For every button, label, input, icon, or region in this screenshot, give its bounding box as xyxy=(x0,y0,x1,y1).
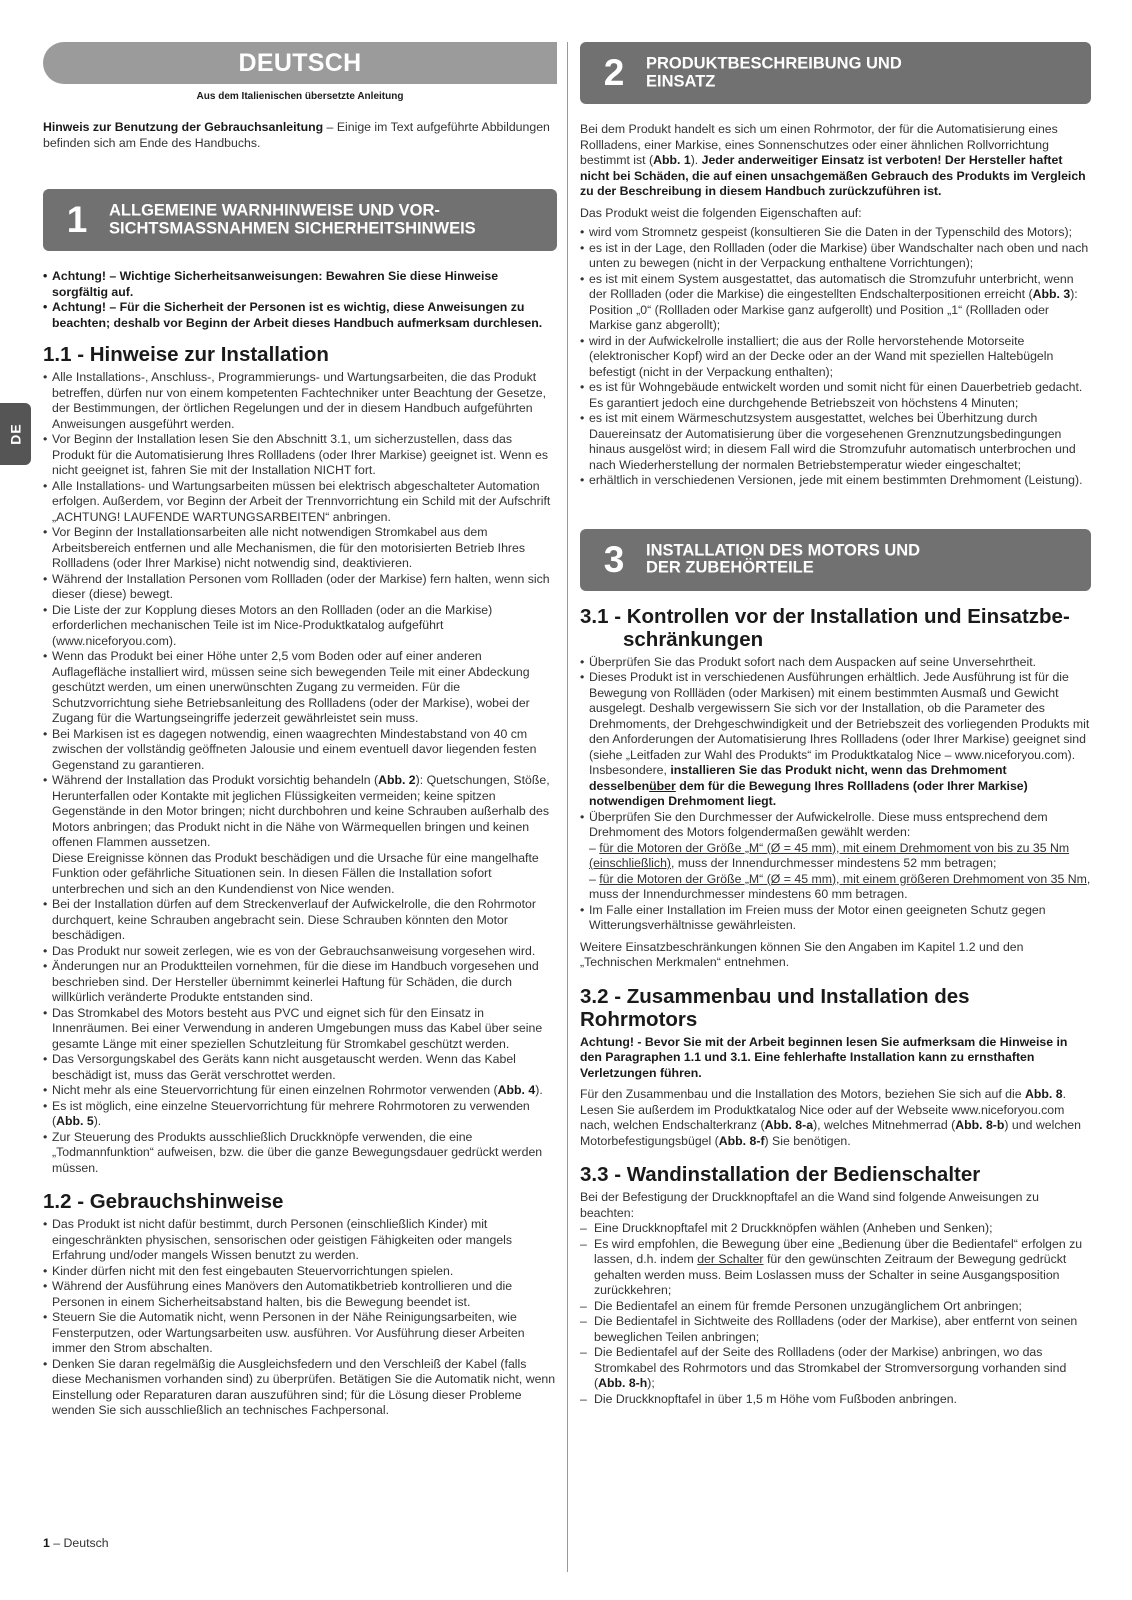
list-item: • Änderungen nur an Produktteilen vornehmen, für die diese im Handbuch vorgesehen und beschrieben sind. Der Hersteller übernimmt keinerlei Haftung für Schäden, die durch willkürlich veränderte Produkte entstanden sind. xyxy=(43,959,557,1006)
list-item: • Zur Steuerung des Produkts ausschließlich Druckknöpfe verwenden, die eine „Todmannfunktion“ aufweisen, bzw. die über die ganze Bewegungsdauer gedrückt werden müssen. xyxy=(43,1130,557,1177)
usage-note: Hinweis zur Benutzung der Gebrauchsanleitung – Einige im Text aufgeführte Abbildungen befinden sich am Ende des Handbuchs. xyxy=(43,120,550,150)
section-title: ALLGEMEINE WARNHINWEISE UND VOR- SICHTSMASSNAHMEN SICHERHEITSHINWEIS xyxy=(109,201,476,237)
list-item: • erhältlich in verschiedenen Versionen, jede mit einem bestimmten Drehmoment (Leistung). xyxy=(580,473,1091,489)
list-item: – Die Bedientafel an einem für fremde Personen unzugänglichem Ort anbringen; xyxy=(580,1299,1091,1315)
heading-3-3: 3.3 - Wandinstallation der Bedienschalter xyxy=(580,1163,981,1186)
pre-install-checks xyxy=(580,655,1091,934)
safety-warnings xyxy=(43,269,557,331)
section-2-header xyxy=(580,42,1091,104)
heading-1-2: 1.2 - Gebrauchshinweise xyxy=(43,1190,284,1213)
list-item: • es ist mit einem System ausgestattet, das automatisch die Stromzufuhr unterbricht, wenn der Rollladen (oder die Markise) die eingestellten Endschalterpositionen erreicht (Abb. 3): Position „0“ (Rollladen oder Markise ganz aufgerollt) und Position „1“ (Rollladen oder Markise ganz abgerollt); xyxy=(580,272,1091,334)
list-item: • Bei der Installation dürfen auf dem Streckenverlauf der Aufwickelrolle, die den Rohrmotor durchquert, keine Schrauben angebracht sein. Diese Schrauben könnten den Motor beschädigen. xyxy=(43,897,557,944)
features-intro: Das Produkt weist die folgenden Eigenschaften auf: xyxy=(580,205,862,220)
section-number: 2 xyxy=(603,52,625,93)
section-3-header xyxy=(580,529,1091,591)
product-description: Bei dem Produkt handelt es sich um einen Rohrmotor, der für die Automatisierung eines Rollladens, einer Markise, eines Sonnenschutzes oder einer ähnlichen Rollvorrichtung bestimmt ist (Abb. 1). Jeder anderweitiger Einsatz ist verboten! Der Hersteller haftet nicht bei Schäden, die auf einen unsachgemäßen Gebrauch des Produkts im Vergleich zu der Beschreibung in diesem Handbuch zurückzuführen ist. xyxy=(580,122,1086,198)
list-item: • Nicht mehr als eine Steuervorrichtung für einen einzelnen Rohrmotor verwenden (Abb. 4). xyxy=(43,1083,557,1099)
list-item: – Die Bedientafel in Sichtweite des Rollladens (oder der Markise), aber entfernt von seinen beweglichen Teilen anbringen; xyxy=(580,1314,1091,1345)
list-item: • Überprüfen Sie den Durchmesser der Aufwickelrolle. Diese muss entsprechend dem Drehmoment des Motors folgendermaßen gewählt werden: – für die Motoren der Größe „M“ (Ø = 45 mm), mit einem Drehmoment von bis zu 35 Nm (einschließlich), muss der Innendurchmesser mindestens 52 mm betragen; – für die Motoren der Größe „M“ (Ø = 45 mm), mit einem größeren Drehmoment von 35 Nm, muss der Innendurchmesser mindestens 60 mm betragen. xyxy=(580,810,1091,903)
language-tab: DE xyxy=(0,403,31,465)
list-item: • Bei Markisen ist es dagegen notwendig, einen waagrechten Mindestabstand von 40 cm zwischen der vollständig geöffneten Jalousie und einem eventuell davor liegenden festen Gegenstand zu garantieren. xyxy=(43,727,557,774)
list-item: • Dieses Produkt ist in verschiedenen Ausführungen erhältlich. Jede Ausführung ist für die Bewegung von Rollläden (oder Markisen) mit einem bestimmten Ausmaß und Gewicht ausgelegt. Deshalb vergewissern Sie sich vor der Installation, ob die Parameter des Drehmoments, der Drehgeschwindigkeit und der Betriebszeit des vorliegenden Produkts mit den Anforderungen der Automatisierung Ihres Rollladens (oder Ihrer Markise) geeignet sind (siehe „Leitfaden zur Wahl des Produkts“ im Produktkatalog Nice – www.niceforyou.com). Insbesondere, installieren Sie das Produkt nicht, wenn das Drehmoment desselbenüber dem für die Bewegung Ihres Rollladens (oder Ihrer Markise) notwendigen Drehmoment liegt. xyxy=(580,670,1091,810)
list-item: • Das Versorgungskabel des Geräts kann nicht ausgetauscht werden. Wenn das Kabel beschädigt ist, muss das Gerät verschrottet werden. xyxy=(43,1052,557,1083)
section-title: INSTALLATION DES MOTORS UND DER ZUBEHÖRTEILE xyxy=(646,541,921,577)
language-banner: DEUTSCH xyxy=(43,42,557,84)
list-item: • Kinder dürfen nicht mit den fest eingebauten Steuervorrichtungen spielen. xyxy=(43,1264,557,1280)
list-item: • Überprüfen Sie das Produkt sofort nach dem Auspacken auf seine Unversehrtheit. xyxy=(580,655,1091,671)
features-list xyxy=(580,225,1091,489)
list-item: • Achtung! – Wichtige Sicherheitsanweisungen: Bewahren Sie diese Hinweise sorgfältig auf. xyxy=(43,269,557,300)
assembly-warning: Achtung! - Bevor Sie mit der Arbeit beginnen lesen Sie aufmerksam die Hinweise in den Paragraphen 1.1 und 3.1. Eine fehlerhafte Installation kann zu ernsthaften Verletzungen führen. xyxy=(580,1034,1068,1080)
wall-install-intro: Bei der Befestigung der Druckknopftafel an die Wand sind folgende Anweisungen zu beachten: xyxy=(580,1190,1039,1220)
heading-3-2: 3.2 - Zusammenbau und Installation des Rohrmotors xyxy=(580,984,970,1031)
section-1-header xyxy=(43,189,557,251)
right-column xyxy=(580,42,1091,1407)
list-item: • Wenn das Produkt bei einer Höhe unter 2,5 vom Boden oder auf einer anderen Auflagefläche installiert wird, müssen seine sich bewegenden Teile mit einer Abdeckung geschützt werden, um einen unerwünschten Zugang zu vermeiden. Für die Schutzvorrichtung siehe Betriebsanleitung des Rollladens (oder der Markise), wobei der Zugang für die Wartungseingriffe jederzeit gewährleistet sein muss. xyxy=(43,649,557,727)
translation-note: Aus dem Italienischen übersetzte Anleitung xyxy=(196,91,404,102)
heading-3-1: 3.1 - Kontrollen vor der Installation und Einsatzbe- schränkungen xyxy=(580,604,1070,651)
installation-notes xyxy=(43,370,557,1176)
column-divider xyxy=(567,42,568,1572)
list-item: • Während der Installation Personen vom Rollladen (oder der Markise) fern halten, wenn sich dieser (diese) bewegt. xyxy=(43,572,557,603)
further-restrictions: Weitere Einsatzbeschränkungen können Sie den Angaben im Kapitel 1.2 und den „Technischen Merkmalen“ entnehmen. xyxy=(580,939,1024,969)
list-item: • Die Liste der zur Kopplung dieses Motors an den Rollladen (oder an die Markise) erforderlichen mechanischen Teile ist im Nice-Produktkatalog aufgeführt (www.niceforyou.com). xyxy=(43,603,557,650)
list-item: • wird in der Aufwickelrolle installiert; die aus der Rolle hervorstehende Motorseite (elektronischer Kopf) wird an der Decke oder an der Wand mit speziellen Haltebügeln befestigt (nicht in der Verpackung enthalten); xyxy=(580,334,1091,381)
list-item: • Das Stromkabel des Motors besteht aus PVC und eignet sich für den Einsatz in Innenräumen. Bei einer Verwendung in anderen Umgebungen muss das Kabel über seine gesamte Länge mit einer speziellen Schutzleitung für Stromkabel geschützt werden. xyxy=(43,1006,557,1053)
section-title: PRODUKTBESCHREIBUNG UND EINSATZ xyxy=(646,54,902,90)
list-item: • Während der Installation das Produkt vorsichtig behandeln (Abb. 2): Quetschungen, Stöße, Herunterfallen oder Kontakte mit jeglichen Flüssigkeiten vermeiden; keine spitzen Gegenstände in den Motor bringen; nicht durchbohren und keine Schrauben außerhalb des Motors anbringen; das Produkt nicht in die Nähe von Wärmequellen bringen und keinen offenen Flammen aussetzen. Diese Ereignisse können das Produkt beschädigen und die Ursache für eine mangelhafte Funktion oder gefährliche Situationen sein. In diesen Fällen die Installation sofort unterbrechen und sich an den Kundendienst von Nice wenden. xyxy=(43,773,557,897)
list-item: • Es ist möglich, eine einzelne Steuervorrichtung für mehrere Rohrmotoren zu verwenden (Abb. 5). xyxy=(43,1099,557,1130)
list-item: • Alle Installations- und Wartungsarbeiten müssen bei elektrisch abgeschalteter Automation erfolgen. Außerdem, vor Beginn der Arbeit der Trennvorrichtung ein Schild mit der Aufschrift „ACHTUNG! LAUFENDE WARTUNGSARBEITEN“ anbringen. xyxy=(43,479,557,526)
section-number: 1 xyxy=(66,199,88,240)
list-item: – Es wird empfohlen, die Bewegung über eine „Bedienung über die Bedientafel“ erfolgen zu lassen, d.h. indem der Schalter für den gewünschten Zeitraum der Bewegung gedrückt gehalten werden muss. Beim Loslassen muss der Schalter in seine Ausgangsposition zurückkehren; xyxy=(580,1237,1091,1299)
left-column xyxy=(43,42,557,1419)
list-item: • Das Produkt nur soweit zerlegen, wie es von der Gebrauchsanweisung vorgesehen wird. xyxy=(43,944,557,960)
list-item: • Im Falle einer Installation im Freien muss der Motor einen geeigneten Schutz gegen Witterungsverhältnisse gewährleisten. xyxy=(580,903,1091,934)
list-item: • wird vom Stromnetz gespeist (konsultieren Sie die Daten in der Typenschild des Motors); xyxy=(580,225,1091,241)
wall-install-steps xyxy=(580,1221,1091,1407)
heading-1-1: 1.1 - Hinweise zur Installation xyxy=(43,343,329,366)
list-item: • Das Produkt ist nicht dafür bestimmt, durch Personen (einschließlich Kinder) mit eingeschränkten physischen, sensorischen oder geistigen Fähigkeiten oder mangels Erfahrung und/oder mangels Wissen benutzt zu werden. xyxy=(43,1217,557,1264)
assembly-instructions: Für den Zusammenbau und die Installation des Motors, beziehen Sie sich auf die Abb. 8. Lesen Sie außerdem im Produktkatalog Nice oder auf der Webseite www.niceforyou.com nach, welchen Endschalterkranz (Abb. 8-a), welches Mitnehmerrad (Abb. 8-b) und welchen Motorbefestigungsbügel (Abb. 8-f) Sie benötigen. xyxy=(580,1087,1081,1148)
list-item: • Während der Ausführung eines Manövers den Automatikbetrieb kontrollieren und die Personen in einem Sicherheitsabstand halten, bis die Bewegung beendet ist. xyxy=(43,1279,557,1310)
list-item: – Die Bedientafel auf der Seite des Rollladens (oder der Markise) anbringen, wo das Stromkabel des Rohrmotors und das Stromkabel der Stromversorgung vorhanden sind (Abb. 8-h); xyxy=(580,1345,1091,1392)
list-item: – Eine Druckknopftafel mit 2 Druckknöpfen wählen (Anheben und Senken); xyxy=(580,1221,1091,1237)
usage-notes xyxy=(43,1217,557,1419)
section-number: 3 xyxy=(603,538,625,580)
list-item: • Alle Installations-, Anschluss-, Programmierungs- und Wartungsarbeiten, die das Produkt betreffen, dürfen nur von einem kompetenten Fachtechniker unter Beachtung der Gesetze, der Bestimmungen, der örtlichen Regelungen und der in diesem Handbuch aufgeführten Anweisungen ausgeführt werden. xyxy=(43,370,557,432)
list-item: • Steuern Sie die Automatik nicht, wenn Personen in der Nähe Reinigungsarbeiten, wie Fensterputzen, oder Wartungsarbeiten usw. ausführen. Vor Ausführung dieser Arbeiten immer den Strom abschalten. xyxy=(43,1310,557,1357)
list-item: – Die Druckknopftafel in über 1,5 m Höhe vom Fußboden anbringen. xyxy=(580,1392,1091,1408)
list-item: • es ist für Wohngebäude entwickelt worden und somit nicht für einen Dauerbetrieb gedacht. Es garantiert jedoch eine durchgehende Betriebszeit von höchstens 4 Minuten; xyxy=(580,380,1091,411)
list-item: • Vor Beginn der Installation lesen Sie den Abschnitt 3.1, um sicherzustellen, dass das Produkt für die Automatisierung Ihres Rollladens (oder Ihrer Markise) geeignet ist. Wenn es nicht geeignet ist, fahren Sie mit der Installation NICHT fort. xyxy=(43,432,557,479)
list-item: • es ist in der Lage, den Rollladen (oder die Markise) über Wandschalter nach oben und nach unten zu bewegen (nicht in der Verpackung enthaltene Vorrichtungen); xyxy=(580,241,1091,272)
list-item: • es ist mit einem Wärmeschutzsystem ausgestattet, welches bei Überhitzung durch Dauereinsatz der Automatisierung über die vorgesehenen Grenznutzungsbedingungen hinaus ausgelöst wird; in diesem Fall wird die Stromzufuhr automatisch unterbrochen und nach Wiederherstellung der normalen Betriebstemperatur wieder eingeschaltet; xyxy=(580,411,1091,473)
list-item: • Achtung! – Für die Sicherheit der Personen ist es wichtig, diese Anweisungen zu beachten; deshalb vor Beginn der Arbeit dieses Handbuch aufmerksam durchlesen. xyxy=(43,300,557,331)
page-footer: 1 – Deutsch xyxy=(43,1536,109,1550)
list-item: • Vor Beginn der Installationsarbeiten alle nicht notwendigen Stromkabel aus dem Arbeitsbereich entfernen und alle Mechanismen, die für den motorisierten Betrieb Ihres Rollladens (oder Ihrer Markise) nicht notwendig sind, deaktivieren. xyxy=(43,525,557,572)
list-item: • Denken Sie daran regelmäßig die Ausgleichsfedern und den Verschleiß der Kabel (falls diese Mechanismen vorhanden sind) zu überprüfen. Betätigen Sie die Automatik nicht, wenn Einstellung oder Reparaturen daran auszuführen sind; für die Lösung dieser Probleme wenden Sie sich ausschließlich an technisches Fachpersonal. xyxy=(43,1357,557,1419)
